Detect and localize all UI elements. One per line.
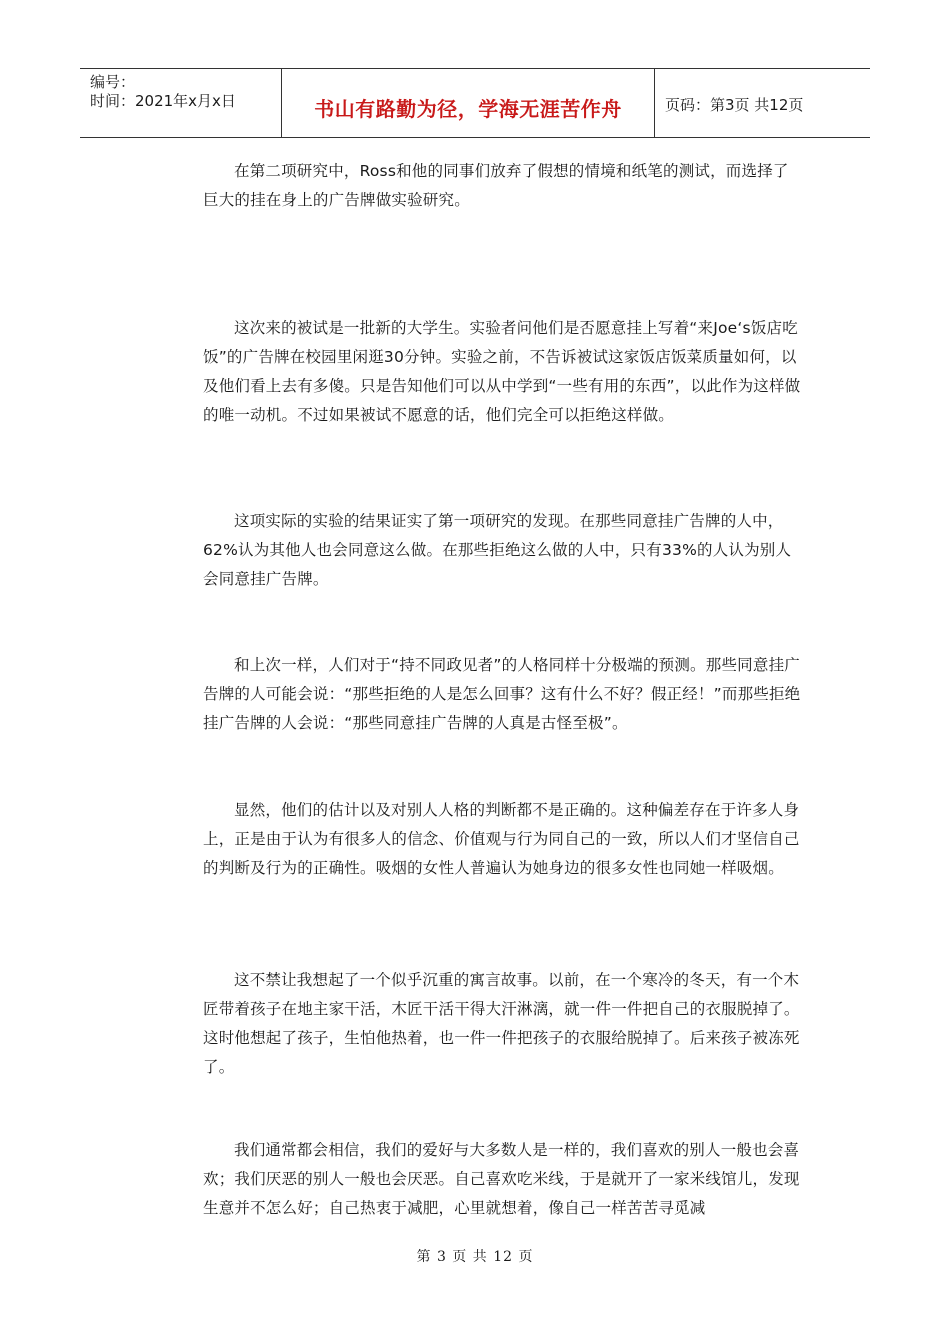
paragraph-2: 这次来的被试是一批新的大学生。实验者问他们是否愿意挂上写着“来Joe‘s饭店吃饭”的广告牌在校园里闲逛30分钟。实验之前，不告诉被试这家饭店饭菜质量如何，以及他们看上去有多傻。只是告知他们可以从中学到“一些有用的东西”，以此作为这样做的唯一动机。不过如果被试不愿意的话，他们完全可以拒绝这样做。 xyxy=(203,319,801,424)
page-header xyxy=(80,68,870,138)
header-motto-cell xyxy=(281,69,655,137)
paragraph-4: 和上次一样，人们对于“持不同政见者”的人格同样十分极端的预测。那些同意挂广告牌的人可能会说：“那些拒绝的人是怎么回事？这有什么不好？假正经！”而那些拒绝挂广告牌的人会说：“那些同意挂广告牌的人真是古怪至极”。 xyxy=(203,656,801,732)
serial-label: 编号： xyxy=(90,73,136,91)
paragraph-7: 我们通常都会相信，我们的爱好与大多数人是一样的，我们喜欢的别人一般也会喜欢；我们厌恶的别人一般也会厌恶。自己喜欢吃米线，于是就开了一家米线馆儿，发现生意并不怎么好；自己热衷于减肥，心里就想着，像自己一样苦苦寻觅减 xyxy=(203,1141,800,1217)
header-page-cell xyxy=(655,69,870,137)
motto-text: 书山有路勤为径，学海无涯苦作舟 xyxy=(314,97,622,121)
page-info: 页码：第3页 共12页 xyxy=(665,96,804,114)
header-meta-cell xyxy=(80,69,280,137)
date-label: 时间：2021年x月x日 xyxy=(90,92,236,110)
paragraph-3: 这项实际的实验的结果证实了第一项研究的发现。在那些同意挂广告牌的人中，62%认为其他人也会同意这么做。在那些拒绝这么做的人中，只有33%的人认为别人会同意挂广告牌。 xyxy=(203,512,792,588)
page-footer: 第 3 页 共 12 页 xyxy=(416,1249,534,1265)
paragraph-5: 显然，他们的估计以及对别人人格的判断都不是正确的。这种偏差存在于许多人身上，正是由于认为有很多人的信念、价值观与行为同自己的一致，所以人们才坚信自己的判断及行为的正确性。吸烟的女性人普遍认为她身边的很多女性也同她一样吸烟。 xyxy=(203,801,800,877)
paragraph-1: 在第二项研究中，Ross和他的同事们放弃了假想的情境和纸笔的测试，而选择了巨大的挂在身上的广告牌做实验研究。 xyxy=(203,162,789,209)
paragraph-6: 这不禁让我想起了一个似乎沉重的寓言故事。以前，在一个寒冷的冬天，有一个木匠带着孩子在地主家干活，木匠干活干得大汗淋漓，就一件一件把自己的衣服脱掉了。这时他想起了孩子，生怕他热着，也一件一件把孩子的衣服给脱掉了。后来孩子被冻死了。 xyxy=(203,971,800,1076)
